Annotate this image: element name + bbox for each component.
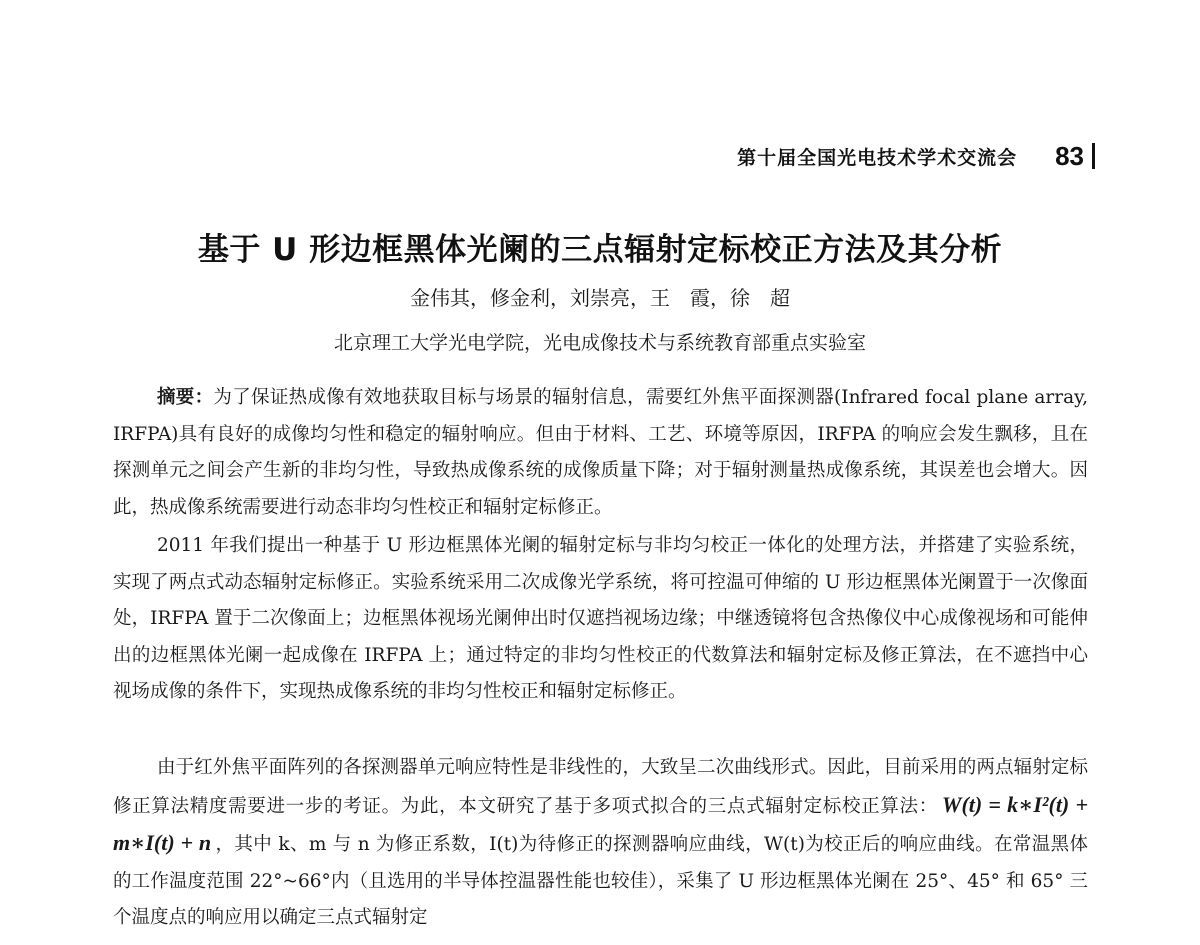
affiliation: 北京理工大学光电学院，光电成像技术与系统教育部重点实验室	[333, 332, 866, 354]
header-divider	[1092, 143, 1095, 169]
body-paragraph-3	[113, 750, 1088, 937]
author-list: 金伟其，修金利，刘崇亮，王 霞，徐 超	[410, 286, 790, 310]
paper-title: 基于 U 形边框黑体光阑的三点辐射定标校正方法及其分析	[197, 232, 1003, 268]
calibration-formula: W(t) = k∗I²(t) + m∗I(t) + n	[113, 791, 1088, 855]
paragraph-3-text-after: ，其中 k、m 与 n 为修正系数，I(t)为待修正的探测器响应曲线，W(t)为校正后的响应曲线。在常温黑体的工作温度范围 22°~66°内（且选用的半导体控温器性能也较佳），采集了 U 形边框黑体光阑在 25°、45° 和 65° 三个温度点的响应用以确定三点式辐射定	[113, 834, 1088, 928]
abstract-label: 摘要：	[157, 387, 214, 408]
body-paragraph-2: 2011 年我们提出一种基于 U 形边框黑体光阑的辐射定标与非均匀校正一体化的处理方法，并搭建了实验系统，实现了两点式动态辐射定标修正。实验系统采用二次成像光学系统，将可控温可伸缩的 U 形边框黑体光阑置于一次像面处，IRFPA 置于二次像面上；边框黑体视场光阑伸出时仅遮挡视场边缘；中继透镜将包含热像仪中心成像视场和可能伸出的边框黑体光阑一起成像在 IRFPA 上；通过特定的非均匀性校正的代数算法和辐射定标及修正算法，在不遮挡中心视场成像的条件下，实现热成像系统的非均匀性校正和辐射定标修正。	[113, 535, 1088, 702]
abstract-paragraph	[113, 380, 1088, 526]
abstract-text: 为了保证热成像有效地获取目标与场景的辐射信息，需要红外焦平面探测器(Infrared focal plane array, IRFPA)具有良好的成像均匀性和稳定的辐射响应。但由于材料、工艺、环境等原因，IRFPA 的响应会发生飘移，且在探测单元之间会产生新的非均匀性，导致热成像系统的成像质量下降；对于辐射测量热成像系统，其误差也会增大。因此，热成像系统需要进行动态非均匀性校正和辐射定标修正。	[113, 387, 1088, 518]
conference-name: 第十届全国光电技术学术交流会	[737, 146, 1018, 169]
page-number: 83	[1055, 140, 1084, 171]
paragraph-3-text-before: 由于红外焦平面阵列的各探测器单元响应特性是非线性的，大致呈二次曲线形式。因此，目前采用的两点辐射定标修正算法精度需要进一步的考证。为此，本文研究了基于多项式拟合的三点式辐射定标校正算法：	[113, 757, 1088, 817]
running-header	[600, 138, 1095, 174]
